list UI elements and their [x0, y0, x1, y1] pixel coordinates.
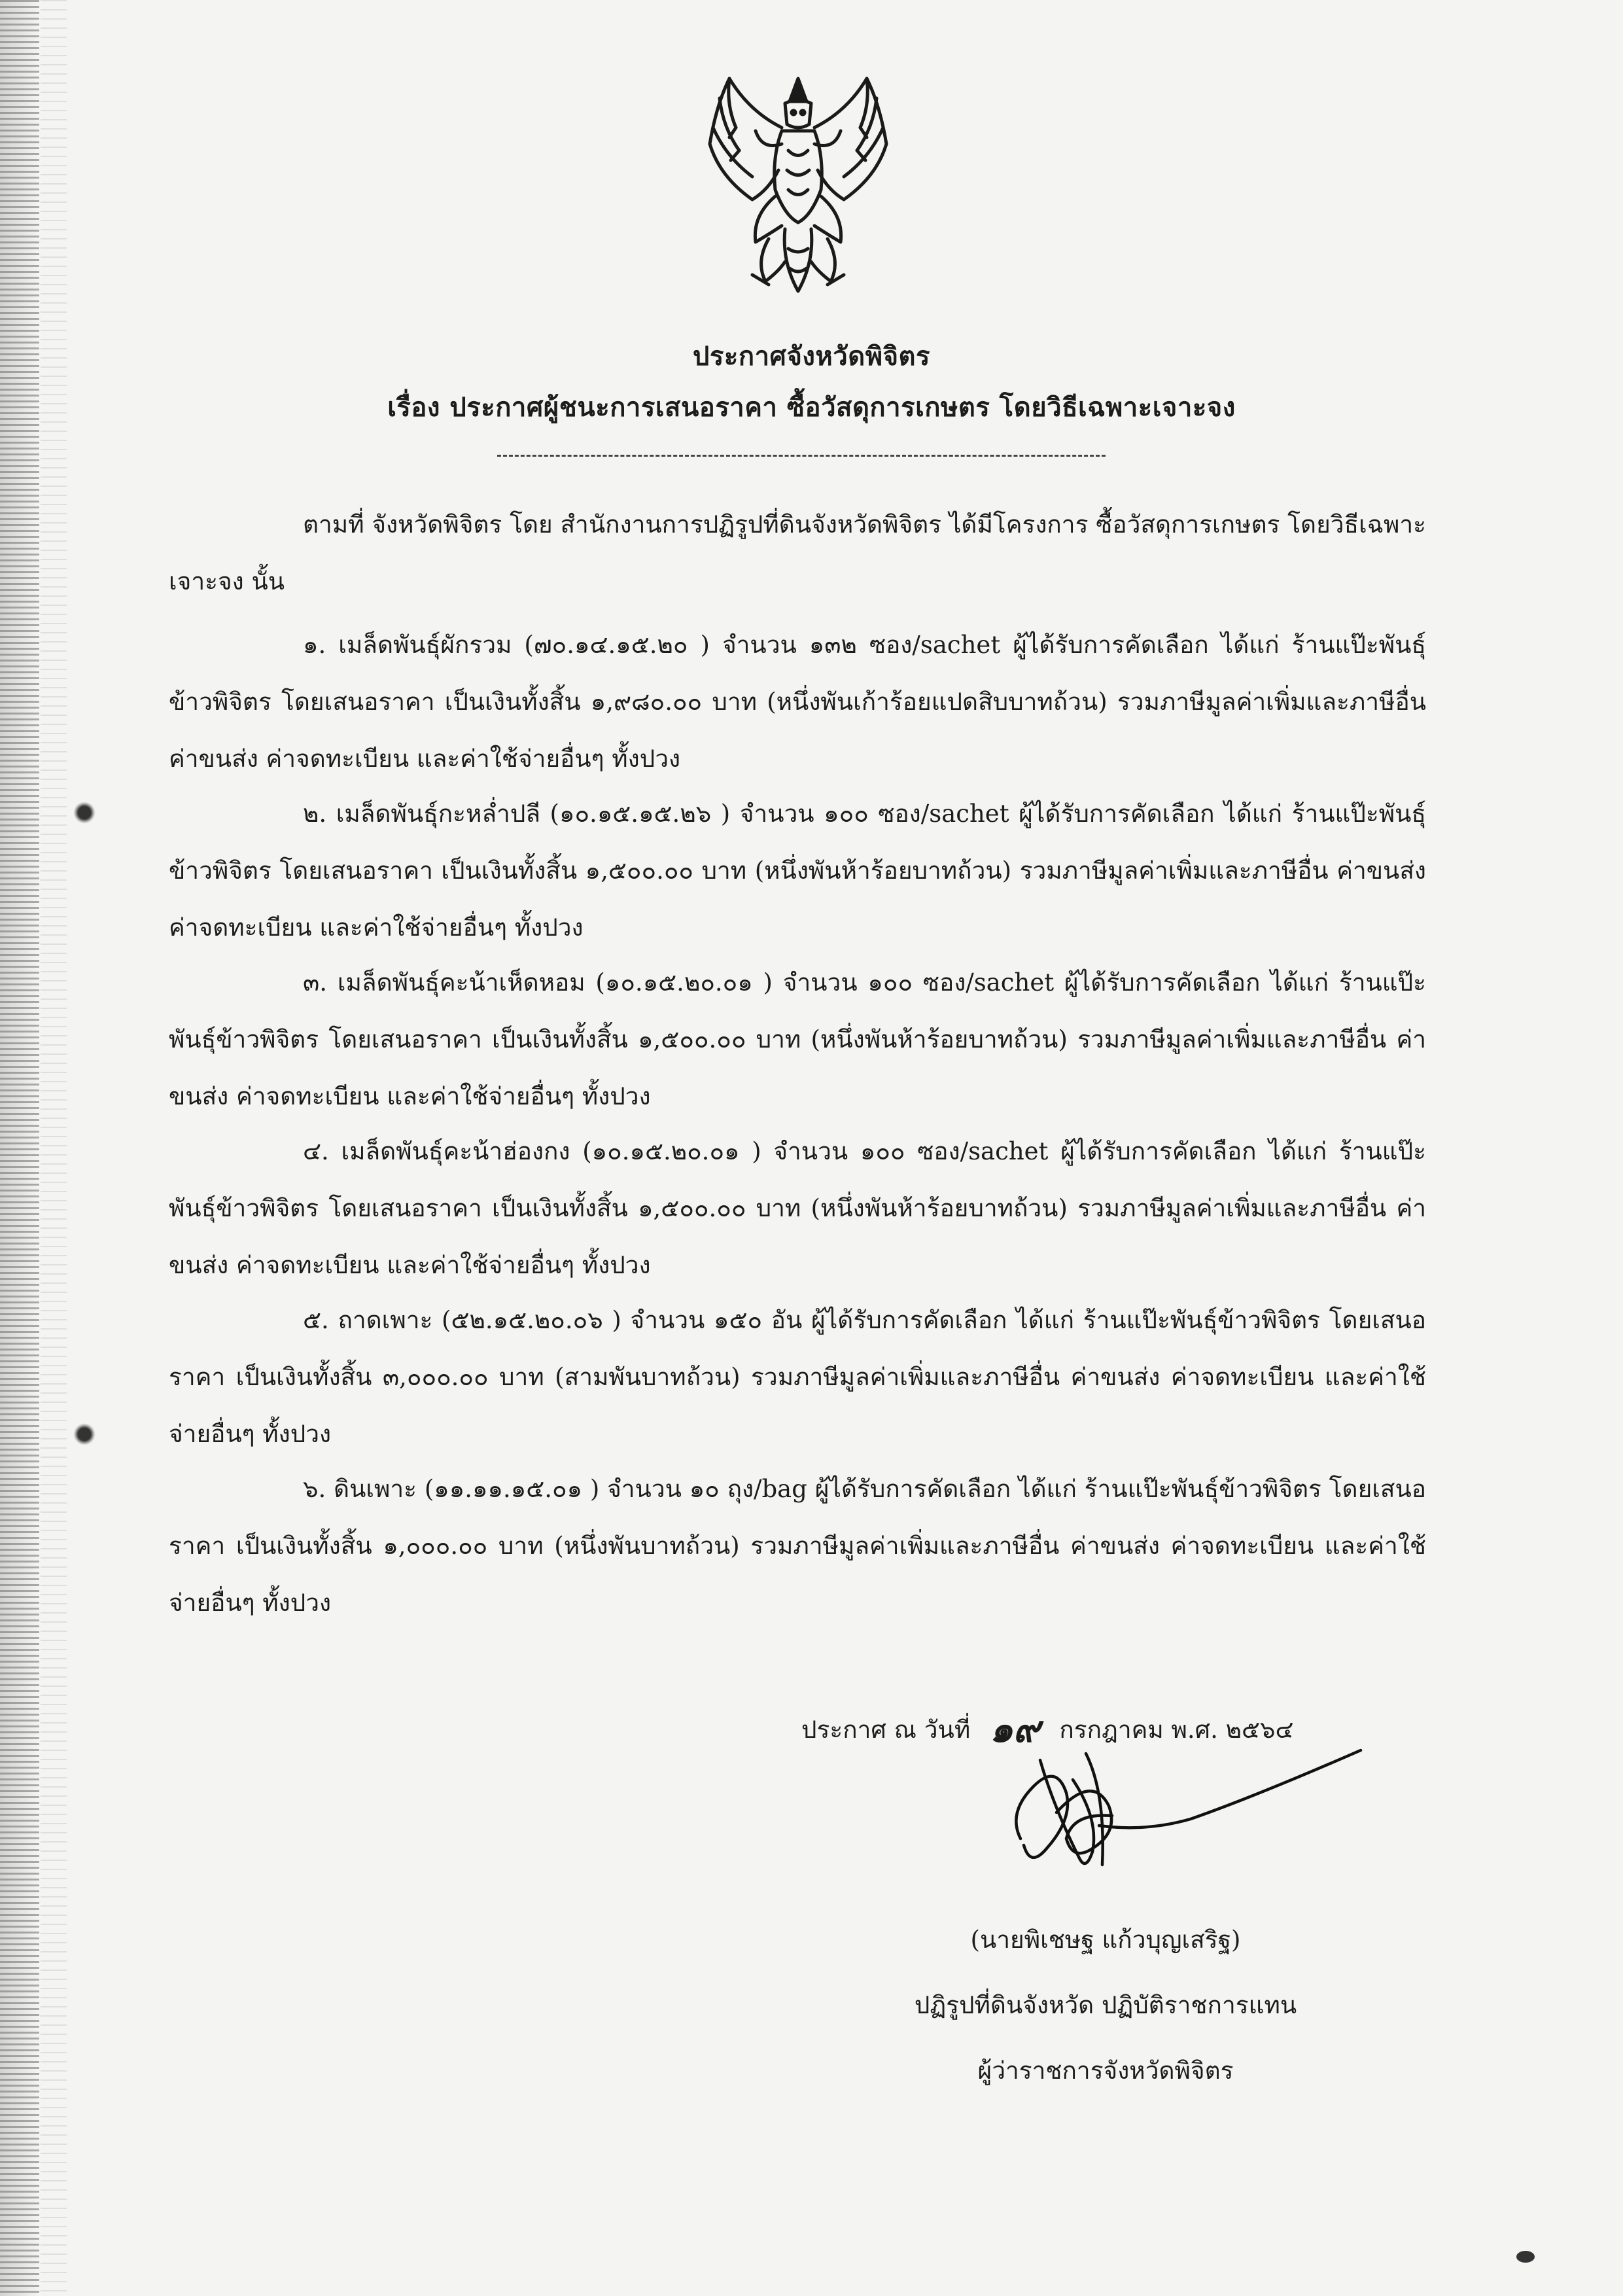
item-paragraph: [169, 616, 1426, 787]
item-paragraph: [169, 1292, 1426, 1462]
item-paragraph: [169, 954, 1426, 1125]
item-text: ๕. ถาดเพาะ (๕๒.๑๕.๒๐.๐๖ ) จำนวน ๑๕๐ อัน ผู้ได้รับการคัดเลือก ได้แก่ ร้านแป๊ะพันธุ์ข้าวพิจิตร โดยเสนอราคา เป็นเงินทั้งสิ้น ๓,๐๐๐.๐๐ บาท (สามพันบาทถ้วน) รวมภาษีมูลค่าเพิ่มและภาษีอื่น ค่าขนส่ง ค่าจดทะเบียน และค่าใช้จ่ายอื่นๆ ทั้งปวง: [169, 1306, 1426, 1448]
punch-hole-mark: [73, 1423, 96, 1445]
scan-speck: [1516, 2251, 1535, 2263]
punch-hole-mark: [73, 802, 96, 824]
handwritten-signature-icon: [994, 1734, 1387, 1884]
date-prefix: ประกาศ ณ วันที่: [801, 1716, 971, 1744]
date-day-handwritten: ๑๙: [989, 1708, 1040, 1751]
item-paragraph: [169, 1123, 1426, 1294]
item-text: ๔. เมล็ดพันธุ์คะน้าฮ่องกง (๑๐.๑๕.๒๐.๐๑ ) จำนวน ๑๐๐ ซอง/sachet ผู้ได้รับการคัดเลือก ได้แก่ ร้านแป๊ะพันธุ์ข้าวพิจิตร โดยเสนอราคา เป็นเงินทั้งสิ้น ๑,๕๐๐.๐๐ บาท (หนึ่งพันห้าร้อยบาทถ้วน) รวมภาษีมูลค่าเพิ่มและภาษีอื่น ค่าขนส่ง ค่าจดทะเบียน และค่าใช้จ่ายอื่นๆ ทั้งปวง: [169, 1137, 1426, 1279]
date-suffix: กรกฎาคม พ.ศ. ๒๕๖๔: [1059, 1716, 1294, 1744]
item-text: ๒. เมล็ดพันธุ์กะหล่ำปลี (๑๐.๑๕.๑๕.๒๖ ) จำนวน ๑๐๐ ซอง/sachet ผู้ได้รับการคัดเลือก ได้แก่ ร้านแป๊ะพันธุ์ข้าวพิจิตร โดยเสนอราคา เป็นเงินทั้งสิ้น ๑,๕๐๐.๐๐ บาท (หนึ่งพันห้าร้อยบาทถ้วน) รวมภาษีมูลค่าเพิ่มและภาษีอื่น ค่าขนส่ง ค่าจดทะเบียน และค่าใช้จ่ายอื่นๆ ทั้งปวง: [169, 800, 1426, 942]
intro-text: ตามที่ จังหวัดพิจิตร โดย สำนักงานการปฏิรูปที่ดินจังหวัดพิจิตร ได้มีโครงการ ซื้อวัสดุการเกษตร โดยวิธีเฉพาะเจาะจง นั้น: [169, 510, 1426, 595]
garuda-emblem-icon: [690, 65, 906, 308]
signer-position: ปฏิรูปที่ดินจังหวัด ปฏิบัติราชการแทน: [914, 1991, 1297, 2019]
item-text: ๖. ดินเพาะ (๑๑.๑๑.๑๕.๐๑ ) จำนวน ๑๐ ถุง/bag ผู้ได้รับการคัดเลือก ได้แก่ ร้านแป๊ะพันธุ์ข้าวพิจิตร โดยเสนอราคา เป็นเงินทั้งสิ้น ๑,๐๐๐.๐๐ บาท (หนึ่งพันบาทถ้วน) รวมภาษีมูลค่าเพิ่มและภาษีอื่น ค่าขนส่ง ค่าจดทะเบียน และค่าใช้จ่ายอื่นๆ ทั้งปวง: [169, 1475, 1426, 1617]
signer-name: (นายพิเชษฐ แก้วบุญเสริฐ): [970, 1926, 1241, 1954]
item-paragraph: [169, 785, 1426, 956]
document-title: ประกาศจังหวัดพิจิตร: [693, 341, 930, 372]
signer-office: ผู้ว่าราชการจังหวัดพิจิตร: [977, 2057, 1234, 2085]
header-divider: [497, 455, 1106, 457]
item-paragraph: [169, 1460, 1426, 1631]
item-text: ๓. เมล็ดพันธุ์คะน้าเห็ดหอม (๑๐.๑๕.๒๐.๐๑ ) จำนวน ๑๐๐ ซอง/sachet ผู้ได้รับการคัดเลือก ได้แก่ ร้านแป๊ะพันธุ์ข้าวพิจิตร โดยเสนอราคา เป็นเงินทั้งสิ้น ๑,๕๐๐.๐๐ บาท (หนึ่งพันห้าร้อยบาทถ้วน) รวมภาษีมูลค่าเพิ่มและภาษีอื่น ค่าขนส่ง ค่าจดทะเบียน และค่าใช้จ่ายอื่นๆ ทั้งปวง: [169, 968, 1426, 1110]
document-subject: เรื่อง ประกาศผู้ชนะการเสนอราคา ซื้อวัสดุการเกษตร โดยวิธีเฉพาะเจาะจง: [387, 392, 1236, 423]
item-text: ๑. เมล็ดพันธุ์ผักรวม (๗๐.๑๔.๑๕.๒๐ ) จำนวน ๑๓๒ ซอง/sachet ผู้ได้รับการคัดเลือก ได้แก่ ร้านแป๊ะพันธุ์ข้าวพิจิตร โดยเสนอราคา เป็นเงินทั้งสิ้น ๑,๙๘๐.๐๐ บาท (หนึ่งพันเก้าร้อยแปดสิบบาทถ้วน) รวมภาษีมูลค่าเพิ่มและภาษีอื่น ค่าขนส่ง ค่าจดทะเบียน และค่าใช้จ่ายอื่นๆ ทั้งปวง: [169, 631, 1426, 773]
intro-paragraph: [169, 496, 1426, 610]
